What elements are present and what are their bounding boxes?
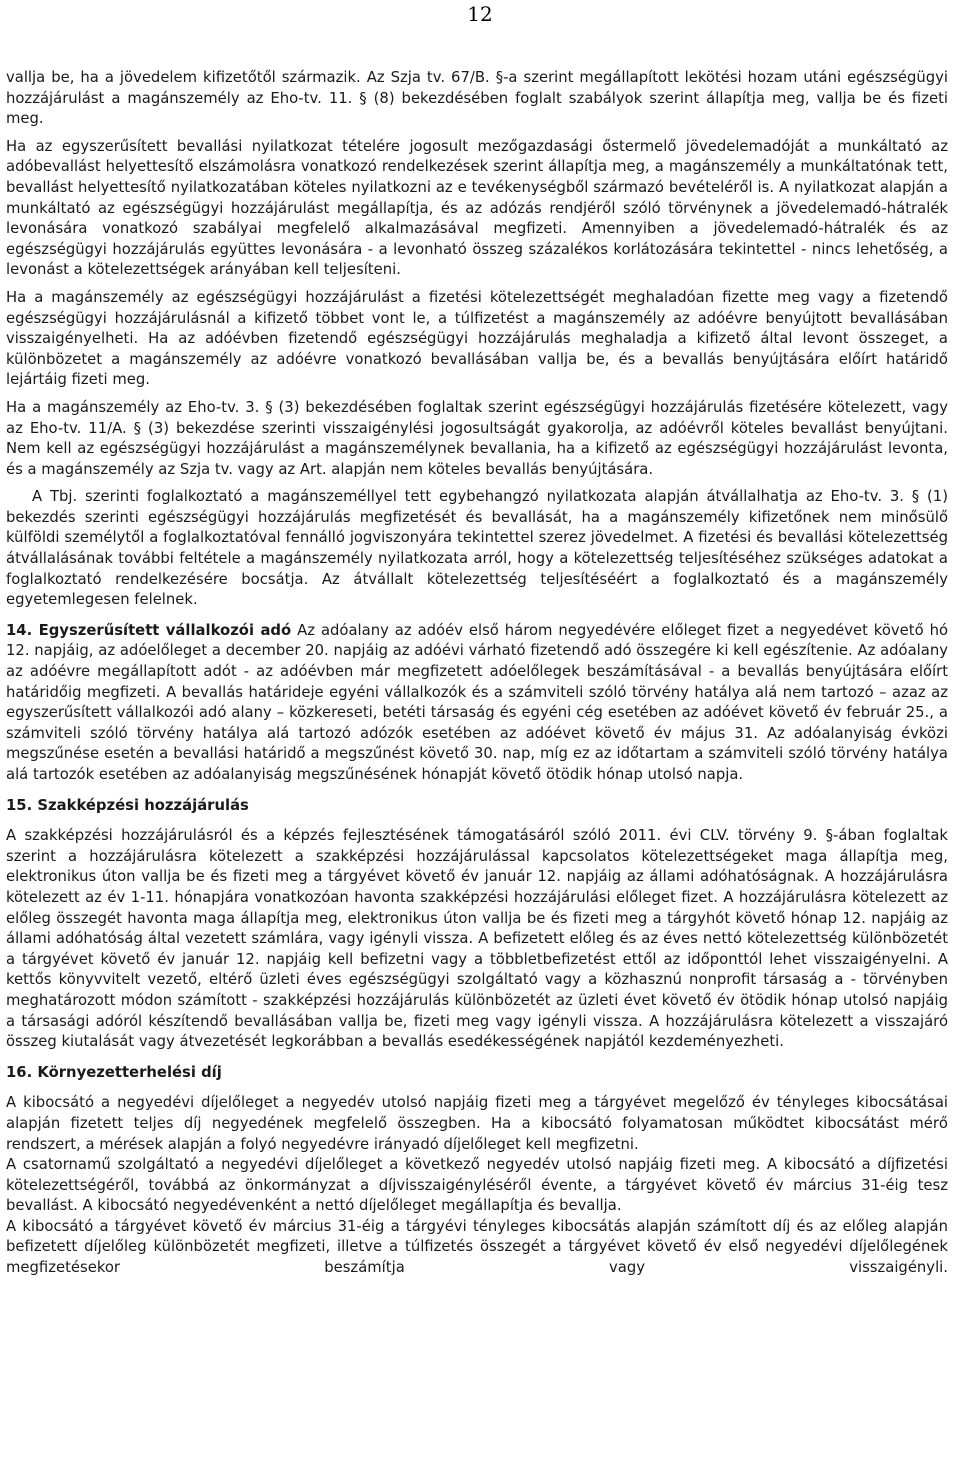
section-14-heading: 14. Egyszerűsített vállalkozói adó [6,621,292,639]
section-15-heading: 15. Szakképzési hozzájárulás [6,796,249,814]
paragraph-szja-lekotesi-hozam: vallja be, ha a jövedelem kifizetőtől származik. Az Szja tv. 67/B. §-a szerint megállapított lekötési hozam utáni egészségügyi hozzájárulást a magánszemély az Eho-tv. 11. § (8) bekezdésében foglalt szabályok szerint állapítja meg, vallja be és fizeti meg. [6,69,948,128]
section-16-text-3: A kibocsátó a tárgyévet követő év március 31-éig a tárgyévi tényleges kibocsátás alapján számított díj és az előleg alapján befizetett díjelőleg különbözetét megfizeti, illetve a túlfizetés összegét a tárgyévet követő év első negyedévi díjelőlegének megfizetésekor beszámítja vagy visszaigényli. [6,1217,948,1277]
section-15-text: A szakképzési hozzájárulásról és a képzés fejlesztésének támogatásáról szóló 2011. évi CLV. törvény 9. §-ában foglaltak szerint a hozzájárulásra kötelezett a szakképzési hozzájárulással kapcsolatos kötelezettségeket maga állapítja meg, elektronikus úton vallja be és fizeti meg a tárgyévet követő év január 12. napjáig az állami adóhatóságnak. A hozzájárulásra kötelezett az év 1-11. hónapjára vonatkozóan havonta szakképzési hozzájárulási előleget fizet. A hozzájárulásra kötelezett az előleg összegét havonta maga állapítja meg, elektronikus úton vallja be és fizeti meg a tárgyhót követő hónap 12. napjáig az állami adóhatóság által vezetett számlára, vagy igényli vissza. A befizetett előleg és az éves nettó kötelezettség különbözetét a tárgyévet követő év január 12. napjáig kell befizetni vagy a többletbefizetést ettől az időponttól lehet visszaigényelni. A kettős könyvvitelt vezető, eltérő üzleti éves egészségügyi szolgáltató vagy a közhasznú nonprofit társaság a - törvényben meghatározott módon számított - szakképzési hozzájárulás különbözetét az üzleti évet követő év ötödik hónap utolsó napjáig a társasági adóról készítendő bevallásában vallja be, fizeti meg vagy igényli vissza. A hozzájárulásra kötelezett a visszajáró összeg kiutalását vagy átvezetését legkorábban a bevallás esedékességének napjától kezdeményezheti. [6,827,948,1051]
paragraph-tulfizetes: Ha a magánszemély az egészségügyi hozzájárulást a fizetési kötelezettségét meghaladóan fizette meg vagy a fizetendő egészségügyi hozzájárulásnál a kifizető többet vont le, a túlfizetést a magánszemély az adóévre benyújtott bevallásában visszaigényelheti. Ha az adóévben fizetendő egészségügyi hozzájárulás meghaladja a kifizető által levont összeget, a különbözetet a magánszemély az adóévre vonatkozó bevallásában vallja be, és a bevallás benyújtására előírt határidő lejártáig fizeti meg. [6,288,948,389]
paragraph-bevallas-kotelezettseg: Ha a magánszemély az Eho-tv. 3. § (3) bekezdésében foglaltak szerint egészségügyi hozzájárulás fizetésére kötelezett, vagy az Eho-tv. 11/A. § (3) bekezdése szerinti visszaigénylési jogosultságát gyakorolja, az adóévről köteles bevallást benyújtani. Nem kell az egészségügyi hozzájárulást a magánszemélynek bevallania, ha a kifizető az egészségügyi hozzájárulást levonta, és a magánszemély az Szja tv. vagy az Art. alapján nem köteles bevallás benyújtására. [6,398,948,478]
section-14-text: Az adóalany az adóév első három negyedévére előleget fizet a negyedévet követő hó 12. napjáig, az adóelőleget a december 20. napjáig az adóévi várható fizetendő adó összegére ki kell egészítenie. Az adóalany az adóévre megállapított adót - az adóévben már megfizetett adóelőlegek beszámításával - a bevallás benyújtására előírt határidőig megfizeti. A bevallás határideje egyéni vállalkozók és a számviteli szóló törvény hatálya alá nem tartozó – azaz az egyszerűsített vállalkozói adó alany – közkereseti, betéti társaság és egyéni cég esetében az adóévet követő év február 25., a számviteli szóló törvény hatálya alá tartozó adózók esetében az adóévet követő év május 31. Az adóalanyiság évközi megszűnése esetén a bevallási határidő a megszűnést követő 30. nap, míg ez az időtartam a számviteli szóló törvény hatálya alá tartozók esetében az adóalanyiság megszűnésének hónapját követő ötödik hónap utolsó napja. [6,621,948,783]
section-14 [6,621,948,786]
page-number: 12 [467,2,493,26]
paragraph-atvallalas: A Tbj. szerinti foglalkoztató a magánszeméllyel tett egybehangzó nyilatkozata alapján átvállalhatja az Eho-tv. 3. § (1) bekezdés szerinti egészségügyi hozzájárulás megfizetését és bevallását, ha a magánszemély kifizetőnek nem minősülő külföldi személytől a foglalkoztatóval fennálló jogviszonyára tekintettel szerez jövedelmet. A fizetési és bevallási kötelezettség átvállalásának további feltétele a magánszemély nyilatkozata arról, hogy a kötelezettség teljesítéséhez szükséges adatokat a foglalkoztató rendelkezésére bocsátja. Az átvállalt kötelezettség teljesítéséért a foglalkoztató és a magánszemély egyetemlegesen felelnek. [6,488,948,609]
section-16-text-2: A csatornamű szolgáltató a negyedévi díjelőleget a következő negyedév utolsó napjáig fizeti meg. A kibocsátó a díjfizetési kötelezettségéről, továbbá az önkormányzat a díjvisszaigényléséről évente, a tárgyévet követő év március 31-éig tesz bevallást. A kibocsátó negyedévenként a nettó díjelőleget megállapítja és bevallja. [6,1156,948,1215]
section-16-heading: 16. Környezetterhelési díj [6,1063,222,1081]
document-body [6,68,948,1279]
section-16-text-1: A kibocsátó a negyedévi díjelőleget a negyedév utolsó napjáig fizeti meg a tárgyévet megelőző év tényleges kibocsátásai alapján fizetett teljes díj negyedének megfelelő összegben. Ha a kibocsátó folyamatosan működtet kibocsátást mérő rendszert, a mérések alapján a folyó negyedévre irányadó díjelőleget kell megfizetni. [6,1094,948,1153]
paragraph-ostermelo: Ha az egyszerűsített bevallási nyilatkozat tételére jogosult mezőgazdasági őstermelő jövedelemadóját a munkáltató az adóbevallást helyettesítő elszámolásra vonatkozó rendelkezések szerint állapítja meg, a magánszemély a munkáltatónak tett, bevallást helyettesítő nyilatkozatában köteles nyilatkozni az e tevékenységből származó bevételéről is. A nyilatkozat alapján a munkáltató az egészségügyi hozzájárulást megállapítja, és az adózás rendjéről szóló törvénynek a jövedelemadó-hátralék levonására vonatkozó szabályai megfelelő alkalmazásával megfizeti. Amennyiben a jövedelemadó-hátralék és az egészségügyi hozzájárulás együttes levonására - a levonható összeg százalékos korlátozására tekintettel - nincs lehetőség, a levonást a kötelezettségek arányában kell teljesíteni. [6,137,948,279]
